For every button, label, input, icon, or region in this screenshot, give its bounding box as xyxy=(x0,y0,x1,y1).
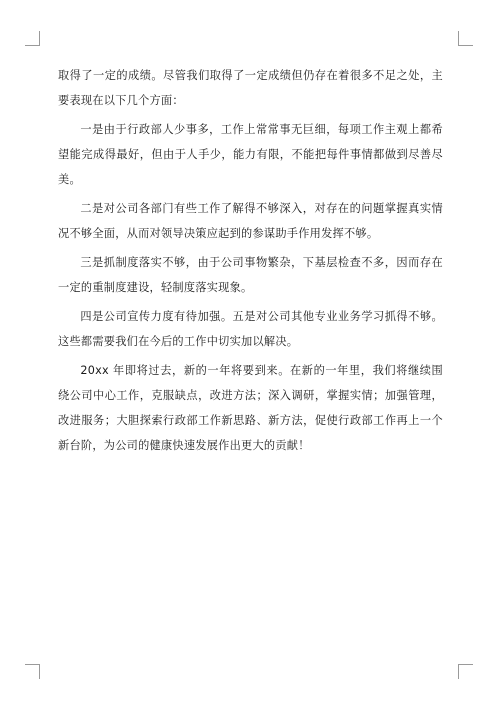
crop-mark-bottom-left xyxy=(25,664,40,679)
paragraph-point-three: 三是抓制度落实不够，由于公司事物繁杂，下基层检查不多，因而存在一定的重制度建设，轻制度落实现象。 xyxy=(58,256,443,294)
paragraph-point-four-five: 四是公司宣传力度有待加强。五是对公司其他专业业务学习抓得不够。这些都需要我们在今后的工作中切实加以解决。 xyxy=(58,310,443,348)
crop-mark-bottom-right xyxy=(458,664,473,679)
paragraph-continuation: 取得了一定的成绩。尽管我们取得了一定成绩但仍存在着很多不足之处，主要表现在以下几个方面： xyxy=(58,69,443,107)
paragraph-outlook: 20xx 年即将过去，新的一年将要到来。在新的一年里，我们将继续围绕公司中心工作，克服缺点，改进方法；深入调研，掌握实情；加强管理，改进服务；大胆探索行政部工作新思路、新方法，促使行政部工作再上一个新台阶，为公司的健康快速发展作出更大的贡献！ xyxy=(58,364,443,452)
crop-mark-top-right xyxy=(458,31,473,46)
paragraph-point-one: 一是由于行政部人少事多，工作上常常事无巨细，每项工作主观上都希望能完成得最好，但由于人手少，能力有限，不能把每件事情都做到尽善尽美。 xyxy=(58,123,443,186)
paragraph-point-two: 二是对公司各部门有些工作了解得不够深入，对存在的问题掌握真实情况不够全面，从而对领导决策应起到的参谋助手作用发挥不够。 xyxy=(58,202,443,240)
crop-mark-top-left xyxy=(25,31,40,46)
document-body xyxy=(58,63,443,462)
